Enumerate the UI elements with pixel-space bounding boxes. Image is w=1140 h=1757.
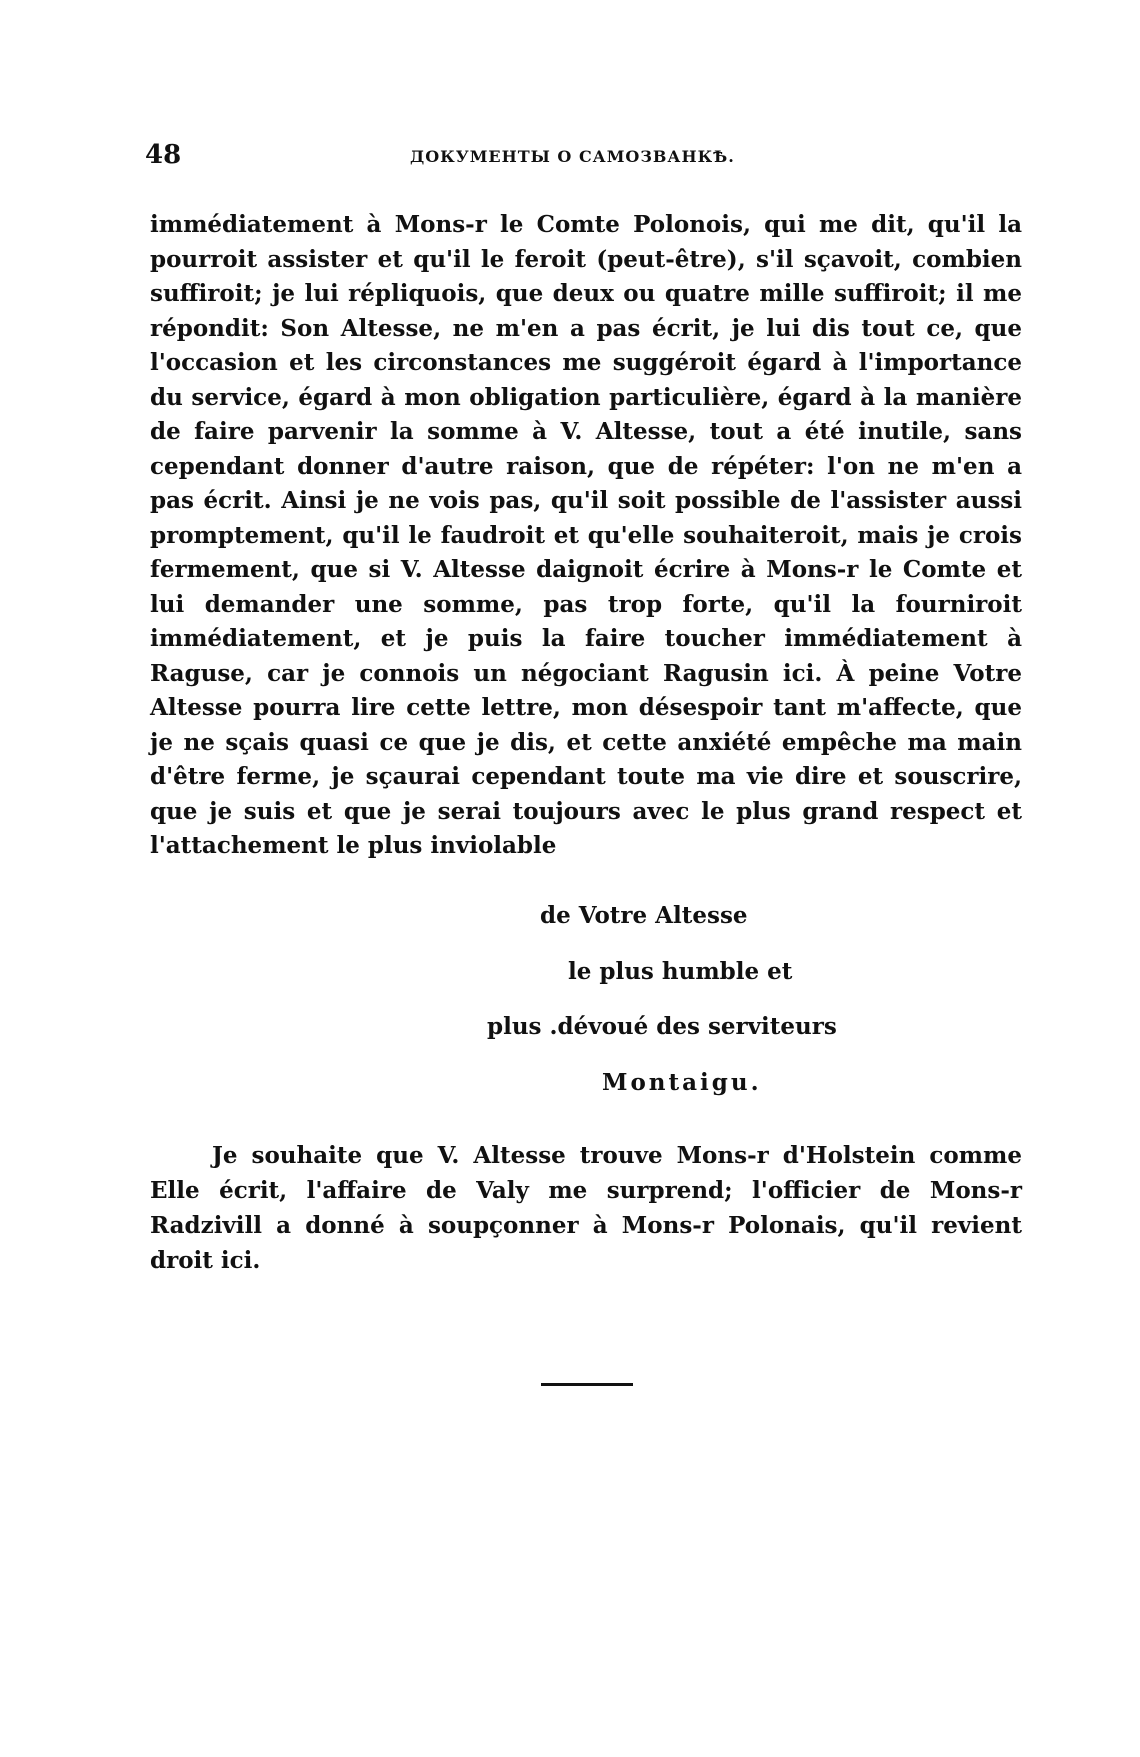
closing-line-3: plus .dévoué des serviteurs	[487, 1013, 837, 1040]
signature: Montaigu.	[602, 1069, 762, 1096]
closing-line-1: de Votre Altesse	[540, 902, 748, 929]
closing-line-2: le plus humble et	[568, 958, 793, 985]
running-title: ДОКУМЕНТЫ О САМОЗВАНКѢ.	[410, 147, 735, 166]
page-number: 48	[145, 140, 182, 170]
letter-body: immédiatement à Mons-r le Comte Polonois, qui me dit, qu'il la pourroit assister et qu'il le feroit (peut-être), s'il sçavoit, combien suffiroit; je lui répliquois, que deux ou quatre mille suffiroit; il me répondit: Son Altesse, ne m'en a pas écrit, je lui dis tout ce, que l'occasion et les circonstances me suggéroit égard à l'importance du service, égard à mon obligation particulière, égard à la manière de faire parvenir la somme à V. Altesse, tout a été inutile, sans cependant donner d'autre raison, que de répéter: l'on ne m'en a pas écrit. Ainsi je ne vois pas, qu'il soit possible de l'assister aussi promptement, qu'il le faudroit et qu'elle souhaiteroit, mais je crois fermement, que si V. Altesse daignoit écrire à Mons-r le Comte et lui demander une somme, pas trop forte, qu'il la fourniroit immédiatement, et je puis la faire toucher immédiatement à Raguse, car je connois un négociant Ragusin ici. À peine Votre Altesse pourra lire cette lettre, mon désespoir tant m'affecte, que je ne sçais quasi ce que je dis, et cette anxiété empêche ma main d'être ferme, je sçaurai cependant toute ma vie dire et souscrire, que je suis et que je serai toujours avec le plus grand respect et l'attachement le plus inviolable	[150, 211, 1022, 859]
postscript: Je souhaite que V. Altesse trouve Mons-r d'Holstein comme Elle écrit, l'affaire de Valy me surprend; l'officier de Mons-r Radzivill a donné à soupçonner à Mons-r Polonais, qu'il revient droit ici.	[150, 1142, 1022, 1274]
end-rule	[541, 1383, 633, 1386]
